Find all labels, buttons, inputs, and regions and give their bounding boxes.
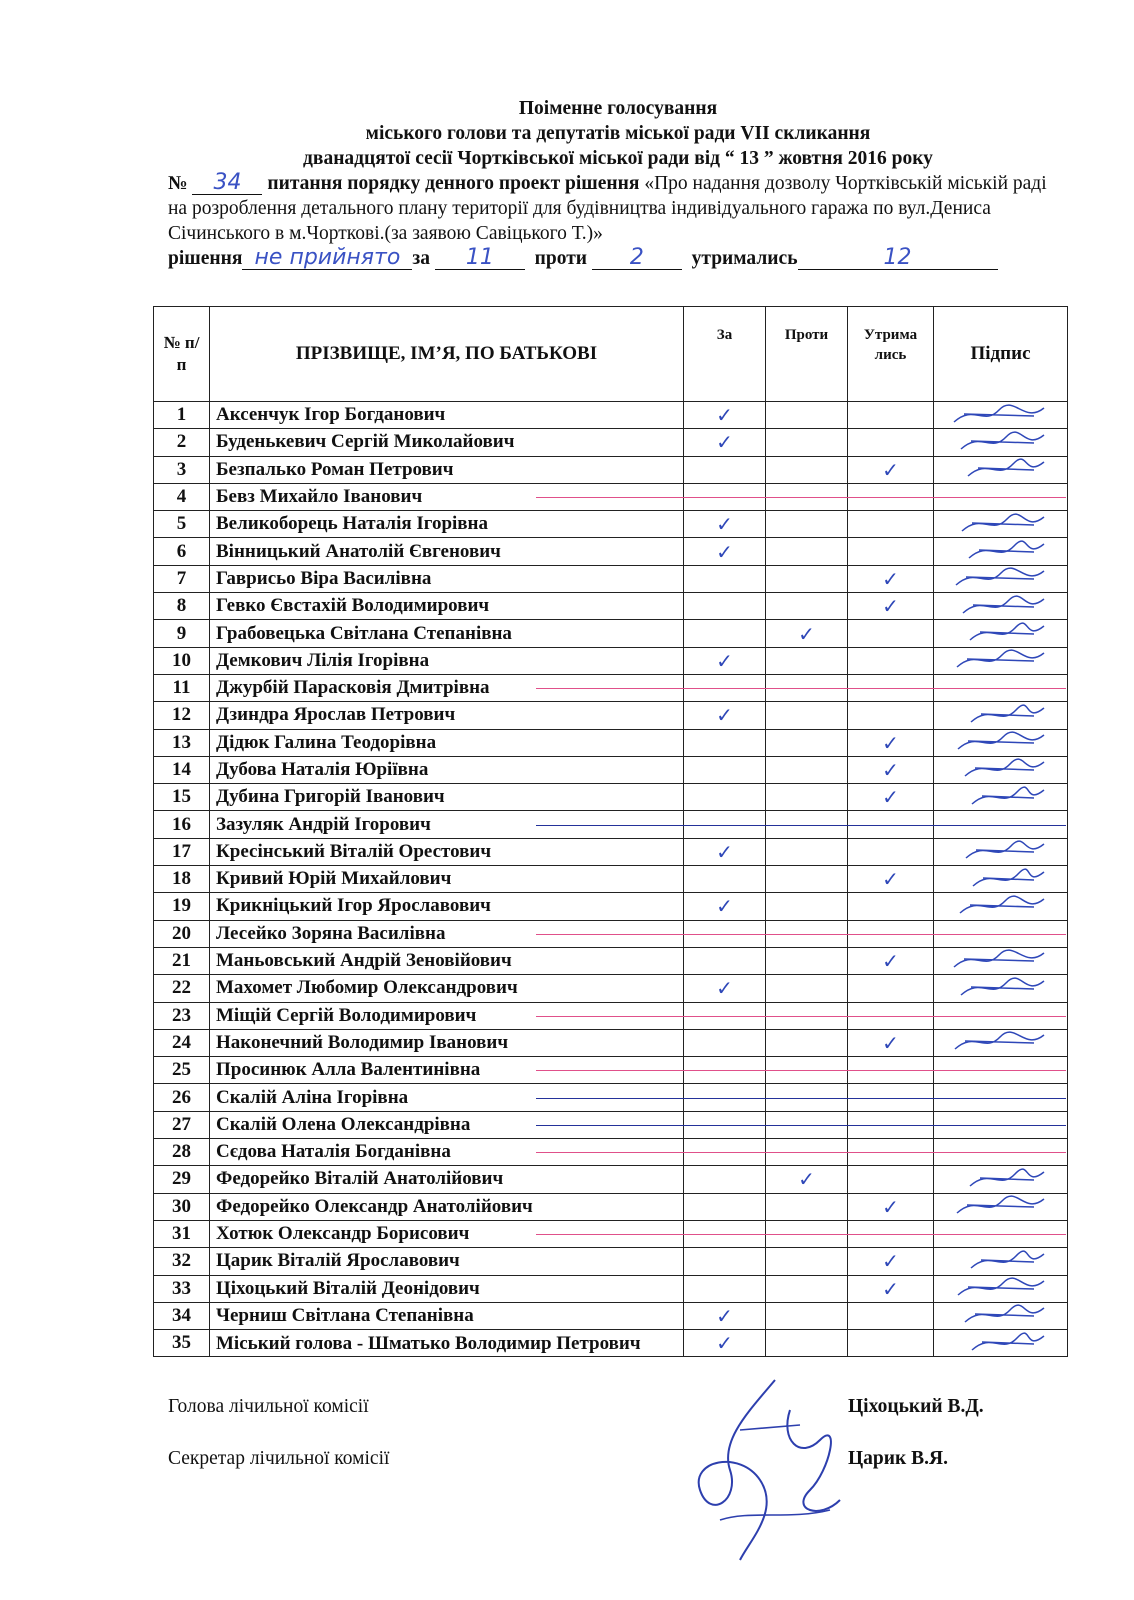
deputy-name: Скалій Аліна Ігорівна: [210, 1084, 684, 1111]
checkmark-icon: ✓: [882, 1249, 899, 1274]
row-number: 2: [154, 429, 210, 456]
agenda-description: «Про надання дозволу Чортківській міській раді на розроблення детального плану території для будівництва індивідуального гаража по вул.Дениса Січинського в м.Чорткові.(за заявою Савіцького Т.)»: [168, 173, 1047, 244]
table-row: [154, 756, 1068, 783]
vote-against-cell: [766, 1166, 848, 1193]
absence-strike-line: [536, 497, 1066, 498]
row-number: 9: [154, 620, 210, 647]
vote-against-cell: [766, 1193, 848, 1220]
row-number: 5: [154, 511, 210, 538]
row-number: 26: [154, 1084, 210, 1111]
row-number: 15: [154, 784, 210, 811]
vote-result-line: [168, 246, 1068, 271]
checkmark-icon: ✓: [882, 457, 899, 482]
vote-abstain-cell: [848, 1275, 934, 1302]
checkmark-icon: ✓: [798, 1167, 815, 1192]
row-number: 19: [154, 893, 210, 920]
table-row: [154, 893, 1068, 920]
signature-scribble: [944, 429, 1064, 455]
checkmark-icon: ✓: [882, 949, 899, 974]
vote-for-cell: [684, 647, 766, 674]
checkmark-icon: ✓: [716, 703, 733, 728]
checkmark-icon: ✓: [882, 1194, 899, 1219]
signature-scribble: [944, 975, 1064, 1001]
against-count-handwritten: 2: [592, 247, 682, 270]
vote-for-cell: [684, 975, 766, 1002]
deputy-name: Ціхоцький Віталій Деонідович: [210, 1275, 684, 1302]
vote-abstain-cell: [848, 838, 934, 865]
table-row: [154, 456, 1068, 483]
checkmark-icon: ✓: [882, 1030, 899, 1055]
table-row: [154, 402, 1068, 429]
signature-scribble: [944, 1193, 1064, 1219]
deputy-name: Зазуляк Андрій Ігорович: [210, 811, 684, 838]
vote-for-cell: [684, 947, 766, 974]
checkmark-icon: ✓: [798, 621, 815, 646]
deputy-name: Лесейко Зоряна Василівна: [210, 920, 684, 947]
signature-scribble: [944, 1330, 1064, 1356]
deputy-name: Демкович Лілія Ігорівна: [210, 647, 684, 674]
table-row: [154, 838, 1068, 865]
vote-abstain-cell: [848, 620, 934, 647]
row-number: 1: [154, 402, 210, 429]
table-row: [154, 565, 1068, 592]
deputy-name: Вінницький Анатолій Євгенович: [210, 538, 684, 565]
signature-scribble: [944, 1248, 1064, 1274]
row-number: 32: [154, 1248, 210, 1275]
signature-scribble: [944, 947, 1064, 973]
vote-abstain-cell: [848, 1029, 934, 1056]
vote-against-cell: [766, 893, 848, 920]
checkmark-icon: ✓: [716, 430, 733, 455]
secretary-name: Царик В.Я.: [848, 1448, 948, 1469]
row-number: 6: [154, 538, 210, 565]
vote-abstain-cell: [848, 1193, 934, 1220]
vote-abstain-cell: [848, 893, 934, 920]
row-number: 25: [154, 1057, 210, 1084]
vote-against-cell: [766, 1248, 848, 1275]
vote-against-cell: [766, 756, 848, 783]
vote-for-cell: [684, 593, 766, 620]
document-title: Поіменне голосування: [518, 98, 718, 119]
checkmark-icon: ✓: [716, 648, 733, 673]
deputy-name: Дідюк Галина Теодорівна: [210, 729, 684, 756]
vote-abstain-cell: [848, 756, 934, 783]
signature-scribble: [944, 647, 1064, 673]
table-row: [154, 429, 1068, 456]
vote-abstain-cell: [848, 1302, 934, 1329]
checkmark-icon: ✓: [882, 1276, 899, 1301]
checkmark-icon: ✓: [716, 512, 733, 537]
deputy-name: Аксенчук Ігор Богданович: [210, 402, 684, 429]
absence-strike-line: [536, 1152, 1066, 1153]
vote-against-cell: [766, 429, 848, 456]
checkmark-icon: ✓: [716, 976, 733, 1001]
deputy-name: Джурбій Парасковія Дмитрівна: [210, 674, 684, 701]
vote-abstain-cell: [848, 565, 934, 592]
vote-for-cell: [684, 456, 766, 483]
vote-against-cell: [766, 866, 848, 893]
table-body: [154, 402, 1068, 1357]
absence-strike-line: [536, 1070, 1066, 1071]
signature-scribble: [944, 866, 1064, 892]
absence-strike-line: [536, 1125, 1066, 1126]
table-row: [154, 975, 1068, 1002]
deputy-name: Махомет Любомир Олександрович: [210, 975, 684, 1002]
vote-against-cell: [766, 1275, 848, 1302]
signature-scribble: [944, 756, 1064, 782]
signature-scribble: [944, 784, 1064, 810]
chair-label: Голова лічильної комісії: [168, 1396, 369, 1417]
col-header-signature: Підпис: [934, 307, 1068, 402]
absence-strike-line: [536, 1016, 1066, 1017]
table-row: [154, 1166, 1068, 1193]
deputy-name: Кривий Юрій Михайлович: [210, 866, 684, 893]
deputy-name: Федорейко Віталій Анатолійович: [210, 1166, 684, 1193]
checkmark-icon: ✓: [716, 403, 733, 428]
table-row: [154, 1275, 1068, 1302]
deputy-name: Великоборець Наталія Ігорівна: [210, 511, 684, 538]
signature-scribble: [944, 838, 1064, 864]
checkmark-icon: ✓: [716, 894, 733, 919]
absence-strike-line: [536, 934, 1066, 935]
deputy-name: Міський голова - Шматько Володимир Петрович: [210, 1330, 684, 1357]
deputy-name: Сєдова Наталія Богданівна: [210, 1139, 684, 1166]
vote-against-cell: [766, 538, 848, 565]
vote-for-cell: [684, 1166, 766, 1193]
agenda-bold-text: питання порядку денного проект рішення: [267, 173, 640, 194]
vote-abstain-cell: [848, 647, 934, 674]
deputy-name: Маньовський Андрій Зеновійович: [210, 947, 684, 974]
row-number: 8: [154, 593, 210, 620]
deputy-name: Гаврисьо Віра Василівна: [210, 565, 684, 592]
row-number: 7: [154, 565, 210, 592]
signature-scribble: [944, 538, 1064, 564]
deputy-name: Хотюк Олександр Борисович: [210, 1220, 684, 1247]
vote-for-cell: [684, 1029, 766, 1056]
deputy-name: Міщій Сергій Володимирович: [210, 1002, 684, 1029]
vote-against-cell: [766, 402, 848, 429]
row-number: 3: [154, 456, 210, 483]
vote-for-cell: [684, 838, 766, 865]
signature-scribble: [944, 1029, 1064, 1055]
vote-against-cell: [766, 1330, 848, 1357]
row-number: 17: [154, 838, 210, 865]
signature-scribble: [944, 511, 1064, 537]
deputy-name: Царик Віталій Ярославович: [210, 1248, 684, 1275]
secretary-label: Секретар лічильної комісії: [168, 1448, 390, 1469]
vote-abstain-cell: [848, 1330, 934, 1357]
session-line: дванадцятої сесії Чортківської міської ради від “ 13 ” жовтня 2016 року: [303, 148, 933, 169]
signature-scribble: [944, 1166, 1064, 1192]
abstain-count-handwritten: 12: [798, 247, 998, 270]
col-header-abstain: Утрима лись: [848, 307, 934, 402]
checkmark-icon: ✓: [882, 867, 899, 892]
col-header-against: Проти: [766, 307, 848, 402]
deputy-name: Бевз Михайло Іванович: [210, 483, 684, 510]
vote-for-cell: [684, 620, 766, 647]
vote-abstain-cell: [848, 975, 934, 1002]
vote-for-cell: [684, 1248, 766, 1275]
table-row: [154, 511, 1068, 538]
vote-for-cell: [684, 538, 766, 565]
signature-scribble: [944, 565, 1064, 591]
signature-scribble: [944, 620, 1064, 646]
table-row: [154, 620, 1068, 647]
row-number: 21: [154, 947, 210, 974]
signature-scribble: [944, 593, 1064, 619]
vote-abstain-cell: [848, 1248, 934, 1275]
vote-against-cell: [766, 565, 848, 592]
table-row: [154, 1248, 1068, 1275]
row-number: 18: [154, 866, 210, 893]
col-header-name: ПРІЗВИЩЕ, ІМ’Я, ПО БАТЬКОВІ: [210, 307, 684, 402]
deputy-name: Крикніцький Ігор Ярославович: [210, 893, 684, 920]
checkmark-icon: ✓: [882, 566, 899, 591]
table-row: [154, 947, 1068, 974]
row-number: 20: [154, 920, 210, 947]
table-row: [154, 1302, 1068, 1329]
deputy-name: Дубова Наталія Юріївна: [210, 756, 684, 783]
table-row: [154, 729, 1068, 756]
row-number: 31: [154, 1220, 210, 1247]
vote-against-cell: [766, 511, 848, 538]
table-row: [154, 593, 1068, 620]
vote-for-cell: [684, 565, 766, 592]
vote-against-cell: [766, 784, 848, 811]
vote-abstain-cell: [848, 511, 934, 538]
deputy-name: Дзиндра Ярослав Петрович: [210, 702, 684, 729]
vote-abstain-cell: [848, 702, 934, 729]
checkmark-icon: ✓: [716, 539, 733, 564]
vote-abstain-cell: [848, 402, 934, 429]
vote-against-cell: [766, 456, 848, 483]
col-header-number: № п/п: [154, 307, 210, 402]
absence-strike-line: [536, 1098, 1066, 1099]
row-number: 24: [154, 1029, 210, 1056]
row-number: 12: [154, 702, 210, 729]
agenda-item: [168, 171, 1068, 246]
deputy-name: Черниш Світлана Степанівна: [210, 1302, 684, 1329]
signature-scribble: [944, 1275, 1064, 1301]
vote-against-cell: [766, 1029, 848, 1056]
vote-against-cell: [766, 647, 848, 674]
table-row: [154, 1330, 1068, 1357]
vote-for-cell: [684, 893, 766, 920]
row-number: 30: [154, 1193, 210, 1220]
vote-for-cell: [684, 702, 766, 729]
absence-strike-line: [536, 825, 1066, 826]
vote-against-cell: [766, 620, 848, 647]
signature-scribble: [944, 1302, 1064, 1328]
vote-abstain-cell: [848, 866, 934, 893]
vote-abstain-cell: [848, 784, 934, 811]
council-line: міського голови та депутатів міської ради VII скликання: [365, 123, 871, 144]
row-number: 34: [154, 1302, 210, 1329]
absence-strike-line: [536, 688, 1066, 689]
row-number: 16: [154, 811, 210, 838]
vote-against-cell: [766, 1302, 848, 1329]
vote-for-cell: [684, 1193, 766, 1220]
deputy-name: Кресінський Віталій Орестович: [210, 838, 684, 865]
deputy-name: Просинюк Алла Валентинівна: [210, 1057, 684, 1084]
table-row: [154, 1029, 1068, 1056]
vote-for-cell: [684, 729, 766, 756]
signature-scribble: [944, 893, 1064, 919]
row-number: 33: [154, 1275, 210, 1302]
agenda-number-handwritten: 34: [192, 172, 262, 195]
vote-for-cell: [684, 784, 766, 811]
vote-for-cell: [684, 1302, 766, 1329]
commission-signatures: [680, 1370, 860, 1570]
document-header: [168, 96, 1068, 271]
checkmark-icon: ✓: [716, 839, 733, 864]
vote-abstain-cell: [848, 456, 934, 483]
against-label: проти: [534, 248, 588, 269]
row-number: 14: [154, 756, 210, 783]
vote-for-cell: [684, 1330, 766, 1357]
vote-for-cell: [684, 866, 766, 893]
absence-strike-line: [536, 1234, 1066, 1235]
deputy-name: Скалій Олена Олександрівна: [210, 1111, 684, 1138]
checkmark-icon: ✓: [716, 1331, 733, 1356]
vote-for-cell: [684, 402, 766, 429]
table-row: [154, 647, 1068, 674]
chair-name: Ціхоцький В.Д.: [848, 1396, 984, 1417]
signature-scribble: [944, 702, 1064, 728]
deputy-name: Грабовецька Світлана Степанівна: [210, 620, 684, 647]
decision-handwritten: не прийнято: [242, 247, 412, 270]
checkmark-icon: ✓: [882, 730, 899, 755]
agenda-number-prefix: №: [168, 173, 188, 194]
table-row: [154, 1193, 1068, 1220]
checkmark-icon: ✓: [882, 594, 899, 619]
signature-scribble: [944, 456, 1064, 482]
vote-for-cell: [684, 429, 766, 456]
vote-for-cell: [684, 511, 766, 538]
row-number: 11: [154, 674, 210, 701]
row-number: 35: [154, 1330, 210, 1357]
table-row: [154, 538, 1068, 565]
vote-abstain-cell: [848, 429, 934, 456]
deputy-name: Гевко Євстахій Володимирович: [210, 593, 684, 620]
vote-abstain-cell: [848, 1166, 934, 1193]
checkmark-icon: ✓: [716, 1303, 733, 1328]
row-number: 4: [154, 483, 210, 510]
deputy-name: Безпалько Роман Петрович: [210, 456, 684, 483]
col-header-for: За: [684, 307, 766, 402]
decision-label: рішення: [168, 248, 243, 269]
deputy-name: Дубина Григорій Іванович: [210, 784, 684, 811]
checkmark-icon: ✓: [882, 785, 899, 810]
row-number: 28: [154, 1139, 210, 1166]
vote-for-cell: [684, 1275, 766, 1302]
table-row: [154, 702, 1068, 729]
table-row: [154, 866, 1068, 893]
vote-against-cell: [766, 975, 848, 1002]
for-count-handwritten: 11: [435, 247, 525, 270]
row-number: 27: [154, 1111, 210, 1138]
for-label: за: [412, 248, 430, 269]
vote-abstain-cell: [848, 593, 934, 620]
vote-against-cell: [766, 838, 848, 865]
vote-for-cell: [684, 756, 766, 783]
row-number: 29: [154, 1166, 210, 1193]
row-number: 13: [154, 729, 210, 756]
row-number: 10: [154, 647, 210, 674]
abstain-label: утримались: [691, 248, 798, 269]
deputy-name: Буденькевич Сергій Миколайович: [210, 429, 684, 456]
signature-scribble: [944, 402, 1064, 428]
vote-against-cell: [766, 947, 848, 974]
vote-against-cell: [766, 702, 848, 729]
signature-scribble: [944, 729, 1064, 755]
row-number: 22: [154, 975, 210, 1002]
deputy-name: Федорейко Олександр Анатолійович: [210, 1193, 684, 1220]
vote-abstain-cell: [848, 729, 934, 756]
vote-abstain-cell: [848, 947, 934, 974]
deputy-name: Наконечний Володимир Іванович: [210, 1029, 684, 1056]
vote-against-cell: [766, 729, 848, 756]
roll-call-table: [153, 306, 1068, 1357]
checkmark-icon: ✓: [882, 758, 899, 782]
row-number: 23: [154, 1002, 210, 1029]
table-row: [154, 784, 1068, 811]
vote-abstain-cell: [848, 538, 934, 565]
vote-against-cell: [766, 593, 848, 620]
table-header-row: [154, 307, 1068, 402]
